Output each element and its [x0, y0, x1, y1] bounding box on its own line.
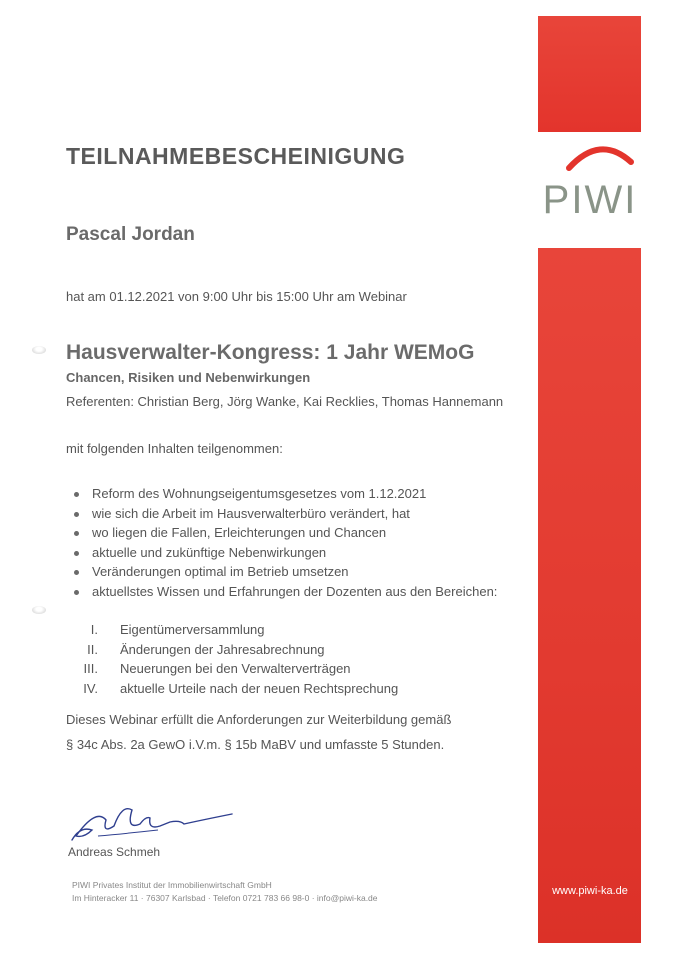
list-item: II. Änderungen der Jahresabrechnung	[87, 641, 325, 657]
list-item: III. Neuerungen bei den Verwalterverträgen	[83, 661, 351, 677]
bullet-icon	[74, 551, 79, 556]
signature-icon	[62, 790, 242, 850]
event-subtitle: Chancen, Risiken und Nebenwirkungen	[66, 370, 311, 385]
punch-hole	[32, 606, 46, 614]
speakers-line: Referenten: Christian Berg, Jörg Wanke, Kai Recklies, Thomas Hannemann	[66, 394, 504, 409]
list-item: aktuelle und zukünftige Nebenwirkungen	[66, 543, 497, 563]
content-intro: mit folgenden Inhalten teilgenommen:	[66, 441, 283, 456]
list-item: I. Eigentümerversammlung	[90, 622, 265, 637]
brand-bar-top	[538, 16, 641, 132]
footer-company: PIWI Privates Institut der Immobilienwirtschaft GmbH	[72, 880, 272, 890]
bullet-icon	[74, 512, 79, 517]
logo-arc-icon	[565, 140, 635, 172]
bullet-icon	[74, 492, 79, 497]
list-item: Reform des Wohnungseigentumsgesetzes vom 1.12.2021	[66, 484, 497, 504]
website-link[interactable]: www.piwi-ka.de	[552, 885, 628, 897]
brand-bar-bottom	[538, 248, 641, 943]
list-item: IV. aktuelle Urteile nach der neuen Rechtsprechung	[83, 680, 399, 696]
list-item: Veränderungen optimal im Betrieb umsetzen	[66, 562, 497, 582]
bullet-icon	[74, 590, 79, 595]
areas-list	[66, 620, 398, 698]
closing-statement-line1: Dieses Webinar erfüllt die Anforderungen zur Weiterbildung gemäß	[66, 712, 452, 727]
participant-name: Pascal Jordan	[66, 224, 195, 245]
signer-name: Andreas Schmeh	[68, 845, 161, 859]
brand-logo: PIWI	[542, 178, 638, 222]
closing-statement-line2: § 34c Abs. 2a GewO i.V.m. § 15b MaBV und umfasste 5 Stunden.	[66, 737, 445, 752]
attendance-statement: hat am 01.12.2021 von 9:00 Uhr bis 15:00 Uhr am Webinar	[66, 289, 407, 304]
punch-hole	[32, 346, 46, 354]
list-item: wie sich die Arbeit im Hausverwalterbüro verändert, hat	[66, 504, 497, 524]
event-title: Hausverwalter-Kongress: 1 Jahr WEMoG	[66, 341, 475, 364]
footer-address: Im Hinteracker 11 · 76307 Karlsbad · Telefon 0721 783 66 98-0 · info@piwi-ka.de	[72, 893, 378, 903]
bullet-icon	[74, 570, 79, 575]
topics-list	[66, 484, 497, 602]
list-item: wo liegen die Fallen, Erleichterungen und Chancen	[66, 523, 497, 543]
certificate-title: TEILNAHMEBESCHEINIGUNG	[66, 143, 406, 169]
bullet-icon	[74, 531, 79, 536]
list-item: aktuellstes Wissen und Erfahrungen der Dozenten aus den Bereichen:	[66, 582, 497, 602]
